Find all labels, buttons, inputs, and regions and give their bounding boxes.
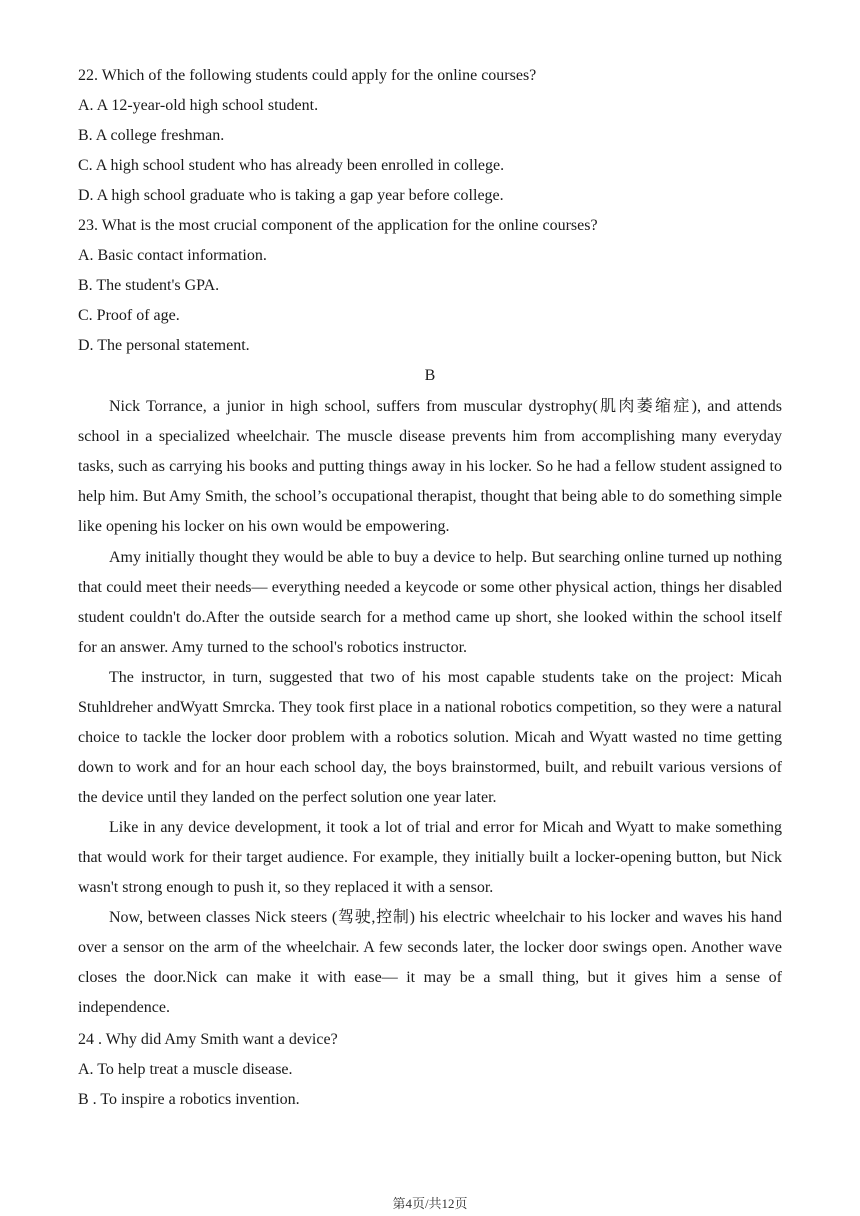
- passage-paragraph-3: The instructor, in turn, suggested that two of his most capable students take on the project: Micah Stuhldreher andWyatt Smrcka. They took first place in a national robotics competition, so they were a natural choice to tackle the locker door problem with a robotics solution. Micah and Wyatt wasted no time getting down to work and for an hour each school day, the boys brainstormed, built, and rebuilt various versions of the device until they landed on the perfect solution one year later.: [78, 669, 782, 806]
- question-24-option-b: B . To inspire a robotics invention.: [78, 1091, 300, 1108]
- question-22-option-b: B. A college freshman.: [78, 127, 225, 144]
- section-heading: B: [424, 367, 436, 384]
- question-23-option-b: B. The student's GPA.: [78, 277, 220, 294]
- passage-paragraph-4: Like in any device development, it took a lot of trial and error for Micah and Wyatt to make something that would work for their target audience. For example, they initially built a locker-opening button, but Nick wasn't strong enough to push it, so they replaced it with a sensor.: [78, 819, 782, 896]
- page-footer: 第4页/共12页: [392, 1196, 468, 1211]
- passage-paragraph-5: Now, between classes Nick steers (驾驶,控制) his electric wheelchair to his locker and waves his hand over a sensor on the arm of the wheelchair. A few seconds later, the locker door swings open. Another wave closes the door.Nick can make it with ease— it may be a small thing, but it gives him a sense of independence.: [78, 909, 782, 1016]
- question-24-stem: 24 . Why did Amy Smith want a device?: [78, 1031, 338, 1048]
- question-22-option-c: C. A high school student who has already been enrolled in college.: [78, 157, 505, 174]
- question-23-option-c: C. Proof of age.: [78, 307, 180, 324]
- question-22-option-d: D. A high school graduate who is taking a gap year before college.: [78, 187, 504, 204]
- passage-paragraph-1: Nick Torrance, a junior in high school, suffers from muscular dystrophy(肌肉萎缩症), and attends school in a specialized wheelchair. The muscle disease prevents him from accomplishing many everyday tasks, such as carrying his books and putting things away in his locker. So he had a fellow student assigned to help him. But Amy Smith, the school’s occupational therapist, thought that being able to do something simple like opening his locker on his own would be empowering.: [78, 398, 782, 535]
- question-22-option-a: A. A 12-year-old high school student.: [78, 97, 319, 114]
- question-23-stem: 23. What is the most crucial component of the application for the online courses?: [78, 217, 598, 234]
- question-23-option-a: A. Basic contact information.: [78, 247, 267, 264]
- question-23-option-d: D. The personal statement.: [78, 337, 250, 354]
- question-22-stem: 22. Which of the following students could apply for the online courses?: [78, 67, 537, 84]
- passage-paragraph-2: Amy initially thought they would be able to buy a device to help. But searching online turned up nothing that could meet their needs— everything needed a keycode or some other physical action, things her disabled student couldn't do.After the outside search for a method came up short, she looked within the school itself for an answer. Amy turned to the school's robotics instructor.: [78, 549, 782, 656]
- question-24-option-a: A. To help treat a muscle disease.: [78, 1061, 293, 1078]
